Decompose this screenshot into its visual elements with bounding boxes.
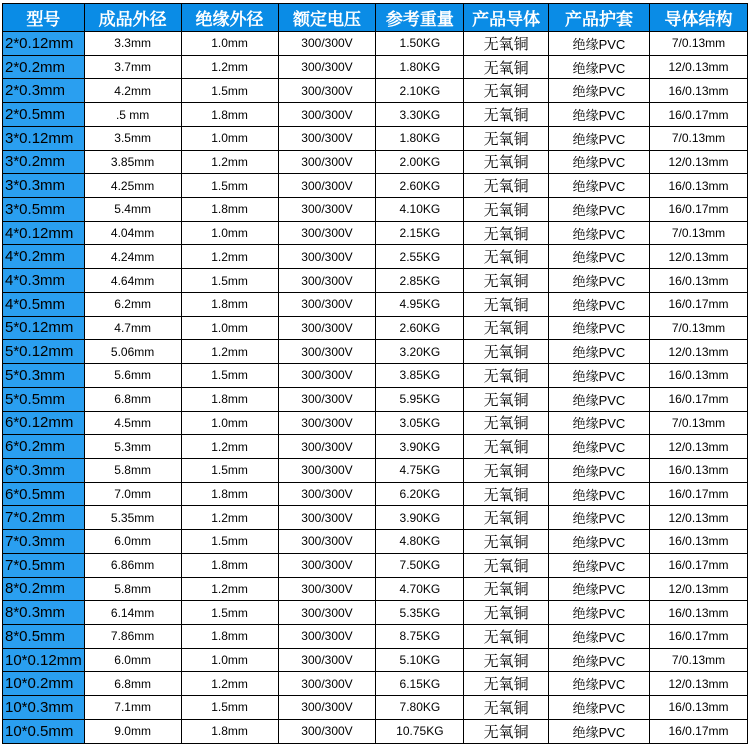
voltage-cell: 300/300V <box>278 577 376 601</box>
conductor-cell: 无氧铜 <box>464 506 549 530</box>
sheath-cell: 绝缘PVC <box>548 55 649 79</box>
insulation-diameter-cell: 1.2mm <box>181 150 278 174</box>
table-row <box>3 648 748 672</box>
table-row <box>3 150 748 174</box>
finished-diameter-cell: 6.86mm <box>84 553 181 577</box>
insulation-diameter-cell: 1.2mm <box>181 435 278 459</box>
header-reference-weight: 参考重量 <box>376 4 464 32</box>
voltage-cell: 300/300V <box>278 624 376 648</box>
finished-diameter-cell: 4.24mm <box>84 245 181 269</box>
table-row <box>3 32 748 56</box>
header-row <box>3 4 748 32</box>
conductor-cell: 无氧铜 <box>464 624 549 648</box>
weight-cell: 3.30KG <box>376 103 464 127</box>
insulation-diameter-cell: 1.5mm <box>181 364 278 388</box>
table-row <box>3 245 748 269</box>
table-row <box>3 364 748 388</box>
weight-cell: 2.10KG <box>376 79 464 103</box>
structure-cell: 16/0.17mm <box>649 292 747 316</box>
sheath-cell: 绝缘PVC <box>548 387 649 411</box>
voltage-cell: 300/300V <box>278 79 376 103</box>
table-body <box>3 32 748 744</box>
finished-diameter-cell: 5.8mm <box>84 577 181 601</box>
finished-diameter-cell: 6.8mm <box>84 672 181 696</box>
conductor-cell: 无氧铜 <box>464 174 549 198</box>
voltage-cell: 300/300V <box>278 292 376 316</box>
insulation-diameter-cell: 1.5mm <box>181 530 278 554</box>
conductor-cell: 无氧铜 <box>464 577 549 601</box>
insulation-diameter-cell: 1.8mm <box>181 198 278 222</box>
conductor-cell: 无氧铜 <box>464 435 549 459</box>
model-cell: 2*0.3mm <box>3 79 85 103</box>
structure-cell: 16/0.17mm <box>649 719 747 743</box>
voltage-cell: 300/300V <box>278 316 376 340</box>
model-cell: 6*0.2mm <box>3 435 85 459</box>
table-row <box>3 601 748 625</box>
sheath-cell: 绝缘PVC <box>548 198 649 222</box>
voltage-cell: 300/300V <box>278 553 376 577</box>
conductor-cell: 无氧铜 <box>464 458 549 482</box>
model-cell: 3*0.3mm <box>3 174 85 198</box>
table-row <box>3 696 748 720</box>
structure-cell: 16/0.13mm <box>649 530 747 554</box>
weight-cell: 4.70KG <box>376 577 464 601</box>
finished-diameter-cell: 4.7mm <box>84 316 181 340</box>
model-cell: 5*0.12mm <box>3 316 85 340</box>
structure-cell: 7/0.13mm <box>649 411 747 435</box>
finished-diameter-cell: 3.7mm <box>84 55 181 79</box>
insulation-diameter-cell: 1.0mm <box>181 316 278 340</box>
weight-cell: 1.80KG <box>376 55 464 79</box>
weight-cell: 8.75KG <box>376 624 464 648</box>
conductor-cell: 无氧铜 <box>464 648 549 672</box>
voltage-cell: 300/300V <box>278 672 376 696</box>
sheath-cell: 绝缘PVC <box>548 150 649 174</box>
weight-cell: 3.85KG <box>376 364 464 388</box>
weight-cell: 5.95KG <box>376 387 464 411</box>
insulation-diameter-cell: 1.5mm <box>181 696 278 720</box>
structure-cell: 7/0.13mm <box>649 648 747 672</box>
table-row <box>3 269 748 293</box>
model-cell: 3*0.5mm <box>3 198 85 222</box>
finished-diameter-cell: 4.64mm <box>84 269 181 293</box>
finished-diameter-cell: 5.3mm <box>84 435 181 459</box>
finished-diameter-cell: 5.6mm <box>84 364 181 388</box>
insulation-diameter-cell: 1.0mm <box>181 411 278 435</box>
sheath-cell: 绝缘PVC <box>548 103 649 127</box>
model-cell: 6*0.12mm <box>3 411 85 435</box>
table-row <box>3 55 748 79</box>
insulation-diameter-cell: 1.0mm <box>181 32 278 56</box>
weight-cell: 1.50KG <box>376 32 464 56</box>
table-row <box>3 316 748 340</box>
structure-cell: 12/0.13mm <box>649 506 747 530</box>
structure-cell: 16/0.13mm <box>649 458 747 482</box>
weight-cell: 5.35KG <box>376 601 464 625</box>
sheath-cell: 绝缘PVC <box>548 32 649 56</box>
insulation-diameter-cell: 1.8mm <box>181 719 278 743</box>
table-row <box>3 292 748 316</box>
table-row <box>3 506 748 530</box>
finished-diameter-cell: 4.04mm <box>84 221 181 245</box>
model-cell: 5*0.5mm <box>3 387 85 411</box>
weight-cell: 7.80KG <box>376 696 464 720</box>
weight-cell: 5.10KG <box>376 648 464 672</box>
weight-cell: 3.90KG <box>376 506 464 530</box>
conductor-cell: 无氧铜 <box>464 221 549 245</box>
structure-cell: 16/0.13mm <box>649 174 747 198</box>
insulation-diameter-cell: 1.5mm <box>181 458 278 482</box>
header-finished-outer-diameter: 成品外径 <box>84 4 181 32</box>
voltage-cell: 300/300V <box>278 269 376 293</box>
weight-cell: 2.85KG <box>376 269 464 293</box>
weight-cell: 3.90KG <box>376 435 464 459</box>
model-cell: 7*0.3mm <box>3 530 85 554</box>
voltage-cell: 300/300V <box>278 150 376 174</box>
structure-cell: 7/0.13mm <box>649 316 747 340</box>
model-cell: 10*0.12mm <box>3 648 85 672</box>
insulation-diameter-cell: 1.2mm <box>181 340 278 364</box>
finished-diameter-cell: 9.0mm <box>84 719 181 743</box>
structure-cell: 12/0.13mm <box>649 435 747 459</box>
conductor-cell: 无氧铜 <box>464 198 549 222</box>
table-row <box>3 577 748 601</box>
structure-cell: 12/0.13mm <box>649 340 747 364</box>
sheath-cell: 绝缘PVC <box>548 648 649 672</box>
finished-diameter-cell: 7.1mm <box>84 696 181 720</box>
insulation-diameter-cell: 1.2mm <box>181 672 278 696</box>
voltage-cell: 300/300V <box>278 482 376 506</box>
voltage-cell: 300/300V <box>278 340 376 364</box>
sheath-cell: 绝缘PVC <box>548 719 649 743</box>
model-cell: 5*0.3mm <box>3 364 85 388</box>
header-conductor: 产品导体 <box>464 4 549 32</box>
header-conductor-structure: 导体结构 <box>649 4 747 32</box>
insulation-diameter-cell: 1.5mm <box>181 174 278 198</box>
conductor-cell: 无氧铜 <box>464 126 549 150</box>
table-row <box>3 530 748 554</box>
table-row <box>3 126 748 150</box>
sheath-cell: 绝缘PVC <box>548 221 649 245</box>
model-cell: 2*0.5mm <box>3 103 85 127</box>
voltage-cell: 300/300V <box>278 174 376 198</box>
finished-diameter-cell: 7.86mm <box>84 624 181 648</box>
finished-diameter-cell: 5.06mm <box>84 340 181 364</box>
sheath-cell: 绝缘PVC <box>548 174 649 198</box>
model-cell: 10*0.3mm <box>3 696 85 720</box>
conductor-cell: 无氧铜 <box>464 719 549 743</box>
conductor-cell: 无氧铜 <box>464 103 549 127</box>
model-cell: 10*0.5mm <box>3 719 85 743</box>
insulation-diameter-cell: 1.2mm <box>181 55 278 79</box>
structure-cell: 12/0.13mm <box>649 150 747 174</box>
weight-cell: 6.20KG <box>376 482 464 506</box>
header-sheath: 产品护套 <box>548 4 649 32</box>
table-row <box>3 482 748 506</box>
sheath-cell: 绝缘PVC <box>548 316 649 340</box>
model-cell: 6*0.5mm <box>3 482 85 506</box>
structure-cell: 12/0.13mm <box>649 577 747 601</box>
insulation-diameter-cell: 1.2mm <box>181 577 278 601</box>
table-row <box>3 458 748 482</box>
weight-cell: 1.80KG <box>376 126 464 150</box>
weight-cell: 10.75KG <box>376 719 464 743</box>
structure-cell: 16/0.17mm <box>649 387 747 411</box>
conductor-cell: 无氧铜 <box>464 411 549 435</box>
weight-cell: 2.60KG <box>376 174 464 198</box>
conductor-cell: 无氧铜 <box>464 601 549 625</box>
voltage-cell: 300/300V <box>278 126 376 150</box>
sheath-cell: 绝缘PVC <box>548 696 649 720</box>
weight-cell: 2.00KG <box>376 150 464 174</box>
insulation-diameter-cell: 1.0mm <box>181 648 278 672</box>
structure-cell: 16/0.17mm <box>649 103 747 127</box>
model-cell: 4*0.12mm <box>3 221 85 245</box>
structure-cell: 16/0.13mm <box>649 79 747 103</box>
finished-diameter-cell: 6.2mm <box>84 292 181 316</box>
sheath-cell: 绝缘PVC <box>548 577 649 601</box>
conductor-cell: 无氧铜 <box>464 55 549 79</box>
model-cell: 2*0.2mm <box>3 55 85 79</box>
insulation-diameter-cell: 1.8mm <box>181 624 278 648</box>
finished-diameter-cell: 6.0mm <box>84 530 181 554</box>
voltage-cell: 300/300V <box>278 601 376 625</box>
cable-spec-table <box>2 3 748 744</box>
table-row <box>3 435 748 459</box>
sheath-cell: 绝缘PVC <box>548 482 649 506</box>
model-cell: 4*0.3mm <box>3 269 85 293</box>
insulation-diameter-cell: 1.5mm <box>181 79 278 103</box>
conductor-cell: 无氧铜 <box>464 482 549 506</box>
model-cell: 2*0.12mm <box>3 32 85 56</box>
model-cell: 10*0.2mm <box>3 672 85 696</box>
structure-cell: 16/0.17mm <box>649 482 747 506</box>
sheath-cell: 绝缘PVC <box>548 79 649 103</box>
sheath-cell: 绝缘PVC <box>548 269 649 293</box>
structure-cell: 12/0.13mm <box>649 245 747 269</box>
table-row <box>3 624 748 648</box>
table-row <box>3 198 748 222</box>
table-header <box>3 4 748 32</box>
sheath-cell: 绝缘PVC <box>548 435 649 459</box>
table-row <box>3 719 748 743</box>
structure-cell: 7/0.13mm <box>649 221 747 245</box>
insulation-diameter-cell: 1.5mm <box>181 601 278 625</box>
structure-cell: 16/0.13mm <box>649 696 747 720</box>
voltage-cell: 300/300V <box>278 387 376 411</box>
sheath-cell: 绝缘PVC <box>548 506 649 530</box>
voltage-cell: 300/300V <box>278 411 376 435</box>
conductor-cell: 无氧铜 <box>464 387 549 411</box>
header-model: 型号 <box>3 4 85 32</box>
sheath-cell: 绝缘PVC <box>548 672 649 696</box>
insulation-diameter-cell: 1.8mm <box>181 292 278 316</box>
structure-cell: 12/0.13mm <box>649 672 747 696</box>
structure-cell: 7/0.13mm <box>649 32 747 56</box>
weight-cell: 7.50KG <box>376 553 464 577</box>
finished-diameter-cell: 3.5mm <box>84 126 181 150</box>
model-cell: 3*0.12mm <box>3 126 85 150</box>
insulation-diameter-cell: 1.0mm <box>181 126 278 150</box>
structure-cell: 16/0.17mm <box>649 553 747 577</box>
voltage-cell: 300/300V <box>278 506 376 530</box>
conductor-cell: 无氧铜 <box>464 316 549 340</box>
insulation-diameter-cell: 1.8mm <box>181 103 278 127</box>
table-row <box>3 103 748 127</box>
model-cell: 6*0.3mm <box>3 458 85 482</box>
sheath-cell: 绝缘PVC <box>548 340 649 364</box>
model-cell: 5*0.12mm <box>3 340 85 364</box>
conductor-cell: 无氧铜 <box>464 530 549 554</box>
conductor-cell: 无氧铜 <box>464 672 549 696</box>
insulation-diameter-cell: 1.2mm <box>181 245 278 269</box>
structure-cell: 16/0.13mm <box>649 269 747 293</box>
structure-cell: 7/0.13mm <box>649 126 747 150</box>
finished-diameter-cell: 4.25mm <box>84 174 181 198</box>
weight-cell: 3.20KG <box>376 340 464 364</box>
weight-cell: 4.95KG <box>376 292 464 316</box>
weight-cell: 4.10KG <box>376 198 464 222</box>
insulation-diameter-cell: 1.8mm <box>181 482 278 506</box>
conductor-cell: 无氧铜 <box>464 150 549 174</box>
sheath-cell: 绝缘PVC <box>548 364 649 388</box>
finished-diameter-cell: 3.85mm <box>84 150 181 174</box>
conductor-cell: 无氧铜 <box>464 696 549 720</box>
model-cell: 8*0.5mm <box>3 624 85 648</box>
weight-cell: 2.60KG <box>376 316 464 340</box>
table-row <box>3 174 748 198</box>
table-row <box>3 79 748 103</box>
voltage-cell: 300/300V <box>278 245 376 269</box>
voltage-cell: 300/300V <box>278 221 376 245</box>
table-row <box>3 672 748 696</box>
structure-cell: 12/0.13mm <box>649 55 747 79</box>
conductor-cell: 无氧铜 <box>464 553 549 577</box>
conductor-cell: 无氧铜 <box>464 340 549 364</box>
sheath-cell: 绝缘PVC <box>548 245 649 269</box>
model-cell: 8*0.3mm <box>3 601 85 625</box>
insulation-diameter-cell: 1.8mm <box>181 387 278 411</box>
weight-cell: 2.15KG <box>376 221 464 245</box>
conductor-cell: 无氧铜 <box>464 292 549 316</box>
voltage-cell: 300/300V <box>278 103 376 127</box>
voltage-cell: 300/300V <box>278 435 376 459</box>
sheath-cell: 绝缘PVC <box>548 292 649 316</box>
weight-cell: 2.55KG <box>376 245 464 269</box>
weight-cell: 6.15KG <box>376 672 464 696</box>
insulation-diameter-cell: 1.2mm <box>181 506 278 530</box>
voltage-cell: 300/300V <box>278 55 376 79</box>
voltage-cell: 300/300V <box>278 198 376 222</box>
model-cell: 4*0.2mm <box>3 245 85 269</box>
table-row <box>3 340 748 364</box>
finished-diameter-cell: 3.3mm <box>84 32 181 56</box>
header-rated-voltage: 额定电压 <box>278 4 376 32</box>
structure-cell: 16/0.17mm <box>649 198 747 222</box>
conductor-cell: 无氧铜 <box>464 364 549 388</box>
conductor-cell: 无氧铜 <box>464 32 549 56</box>
weight-cell: 3.05KG <box>376 411 464 435</box>
structure-cell: 16/0.13mm <box>649 364 747 388</box>
voltage-cell: 300/300V <box>278 648 376 672</box>
weight-cell: 4.80KG <box>376 530 464 554</box>
sheath-cell: 绝缘PVC <box>548 411 649 435</box>
finished-diameter-cell: 6.0mm <box>84 648 181 672</box>
insulation-diameter-cell: 1.0mm <box>181 221 278 245</box>
sheath-cell: 绝缘PVC <box>548 601 649 625</box>
model-cell: 3*0.2mm <box>3 150 85 174</box>
voltage-cell: 300/300V <box>278 32 376 56</box>
finished-diameter-cell: 7.0mm <box>84 482 181 506</box>
voltage-cell: 300/300V <box>278 696 376 720</box>
table-row <box>3 387 748 411</box>
voltage-cell: 300/300V <box>278 719 376 743</box>
conductor-cell: 无氧铜 <box>464 79 549 103</box>
header-insulation-outer-diameter: 绝缘外径 <box>181 4 278 32</box>
model-cell: 7*0.5mm <box>3 553 85 577</box>
finished-diameter-cell: 6.14mm <box>84 601 181 625</box>
insulation-diameter-cell: 1.5mm <box>181 269 278 293</box>
conductor-cell: 无氧铜 <box>464 245 549 269</box>
finished-diameter-cell: 4.2mm <box>84 79 181 103</box>
finished-diameter-cell: 6.8mm <box>84 387 181 411</box>
finished-diameter-cell: .5 mm <box>84 103 181 127</box>
table-row <box>3 553 748 577</box>
sheath-cell: 绝缘PVC <box>548 553 649 577</box>
sheath-cell: 绝缘PVC <box>548 624 649 648</box>
structure-cell: 16/0.13mm <box>649 601 747 625</box>
insulation-diameter-cell: 1.8mm <box>181 553 278 577</box>
model-cell: 7*0.2mm <box>3 506 85 530</box>
voltage-cell: 300/300V <box>278 530 376 554</box>
finished-diameter-cell: 5.35mm <box>84 506 181 530</box>
finished-diameter-cell: 5.4mm <box>84 198 181 222</box>
sheath-cell: 绝缘PVC <box>548 530 649 554</box>
voltage-cell: 300/300V <box>278 458 376 482</box>
table-row <box>3 221 748 245</box>
table-row <box>3 411 748 435</box>
sheath-cell: 绝缘PVC <box>548 126 649 150</box>
structure-cell: 16/0.17mm <box>649 624 747 648</box>
conductor-cell: 无氧铜 <box>464 269 549 293</box>
voltage-cell: 300/300V <box>278 364 376 388</box>
model-cell: 8*0.2mm <box>3 577 85 601</box>
weight-cell: 4.75KG <box>376 458 464 482</box>
finished-diameter-cell: 4.5mm <box>84 411 181 435</box>
sheath-cell: 绝缘PVC <box>548 458 649 482</box>
finished-diameter-cell: 5.8mm <box>84 458 181 482</box>
model-cell: 4*0.5mm <box>3 292 85 316</box>
